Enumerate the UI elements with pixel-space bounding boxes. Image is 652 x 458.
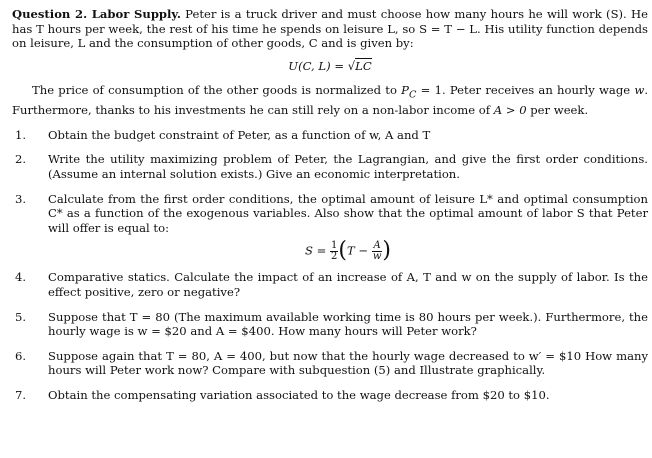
price-text-d: per week. [526, 103, 589, 118]
list-item [12, 270, 648, 299]
item-text-wrap [48, 192, 648, 269]
item-number: 1. [15, 127, 27, 142]
price-subscript: C [408, 89, 417, 101]
t-term: T − [347, 243, 372, 258]
half-den: 2 [331, 251, 338, 263]
utility-equation [12, 59, 648, 74]
a-num: A [373, 240, 381, 252]
sqrt-sign: √ [347, 58, 356, 73]
list-item [12, 192, 648, 269]
utility-radicand: LC [355, 58, 372, 73]
question-intro [12, 7, 648, 51]
list-item [12, 388, 648, 403]
item-text: Suppose that T = 80 (The maximum available working time is 80 hours per week.). Furthermore, the hourly wage is w = $20 and A = $400. How many hours will Peter work? [48, 309, 648, 339]
item-number: 7. [15, 388, 27, 402]
left-paren: ( [338, 238, 347, 264]
item-number: 5. [15, 309, 27, 324]
price-symbol: P [401, 83, 409, 98]
question-label: Question 2. Labor Supply. [12, 7, 181, 21]
labor-supply-equation [48, 238, 648, 264]
item-text: Obtain the budget constraint of Peter, as a function of w, A and T [48, 127, 431, 142]
item-number: 6. [15, 348, 27, 363]
w-den: w [372, 251, 382, 263]
utility-lhs: U(C, L) = [288, 58, 348, 73]
item-number: 4. [15, 270, 27, 285]
list-item [12, 310, 648, 339]
list-item [12, 152, 648, 181]
right-paren: ) [382, 238, 391, 264]
price-text-a: The price of consumption of the other goods is normalized to [32, 83, 402, 98]
list-item [12, 128, 648, 143]
price-text-c: . Furthermore, thanks to his investments he can still rely on a non-labor income of [12, 83, 648, 118]
s-lhs: S = [305, 243, 331, 258]
item-text: Write the utility maximizing problem of Peter, the Lagrangian, and give the first order conditions. (Assume an internal solution exists.) Give an economic interpretation. [48, 152, 648, 182]
subquestion-list [12, 128, 648, 403]
a-over-w-fraction [372, 241, 383, 262]
item-number: 2. [15, 152, 27, 167]
item-number: 3. [15, 191, 27, 206]
half-num: 1 [331, 240, 338, 252]
question-intro-text: Peter is a truck driver and must choose how many hours he will work (S). He has T hours per week, the rest of his time he spends on leisure L, so S = T − L. His utility function depends on leisure, L and the consumption of other goods, C and is given by: [12, 7, 648, 51]
item-text: Comparative statics. Calculate the impact of an increase of A, T and w on the supply of labor. Is the effect positive, zero or negative? [48, 270, 648, 300]
income-symbol: A > 0 [493, 103, 527, 118]
item-text: Obtain the compensating variation associated to the wage decrease from $20 to $10. [48, 388, 550, 402]
price-paragraph [12, 83, 648, 118]
list-item [12, 349, 648, 378]
price-text-b: = 1. Peter receives an hourly wage [416, 83, 635, 98]
wage-symbol: w [634, 83, 645, 98]
item-text: Suppose again that T = 80, A = 400, but now that the hourly wage decreased to w′ = $10 How many hours will Peter work now? Compare with subquestion (5) and Illustrate graphically. [48, 348, 648, 378]
item-text: Calculate from the first order conditions, the optimal amount of leisure L* and optimal consumption C* as a function of the exogenous variables. Also show that the optimal amount of labor S that Peter will offer is equal to: [48, 191, 648, 235]
